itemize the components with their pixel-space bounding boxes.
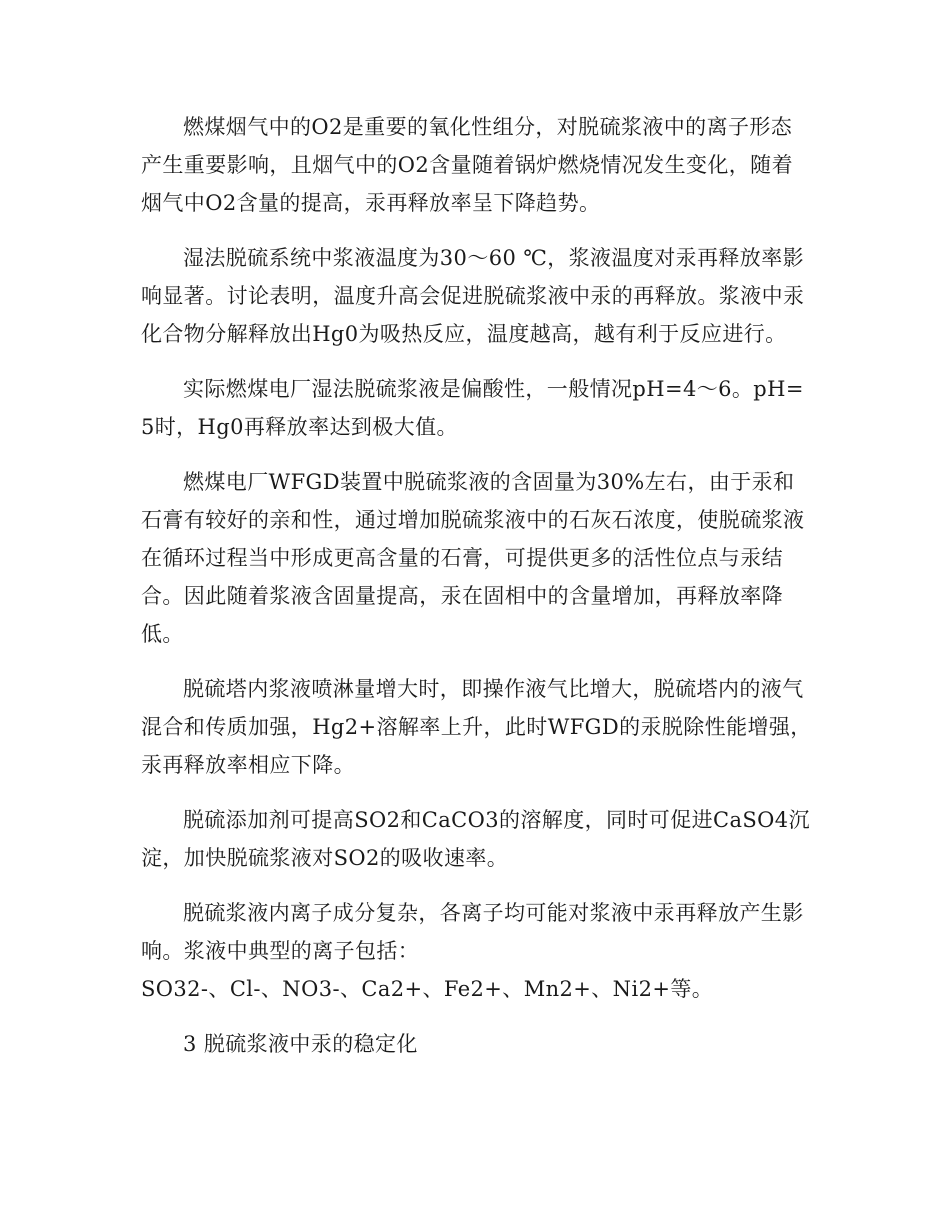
document-body [141,108,813,1063]
paragraph-additive: 脱硫添加剂可提高SO2和CaCO3的溶解度，同时可促进CaSO4沉淀，加快脱硫浆液对SO2的吸收速率。 [141,808,810,870]
paragraph-oxygen: 燃煤烟气中的O2是重要的氧化性组分，对脱硫浆液中的离子形态产生重要影响，且烟气中的O2含量随着锅炉燃烧情况发生变化，随着烟气中O2含量的提高，汞再释放率呈下降趋势。 [141,115,793,215]
paragraph-ions-text: 脱硫浆液内离子成分复杂，各离子均可能对浆液中汞再释放产生影响。浆液中典型的离子包括： [141,901,804,963]
paragraph-ph: 实际燃煤电厂湿法脱硫浆液是偏酸性，一般情况pH=4～6。pH=5时，Hg0再释放率达到极大值。 [141,377,804,439]
section-heading: 3 脱硫浆液中汞的稳定化 [183,1032,418,1056]
paragraph-ions [141,894,813,1008]
paragraph-solid-content: 燃煤电厂WFGD装置中脱硫浆液的含固量为30%左右，由于汞和石膏有较好的亲和性，通过增加脱硫浆液中的石灰石浓度，使脱硫浆液在循环过程当中形成更高含量的石膏，可提供更多的活性位点与汞结合。因此随着浆液含固量提高，汞在固相中的含量增加，再释放率降低。 [141,470,805,646]
ion-list: SO32-、Cl-、NO3-、Ca2+、Fe2+、Mn2+、Ni2+等。 [141,977,714,1001]
paragraph-spray-volume: 脱硫塔内浆液喷淋量增大时，即操作液气比增大，脱硫塔内的液气混合和传质加强，Hg2+溶解率上升，此时WFGD的汞脱除性能增强，汞再释放率相应下降。 [141,677,812,777]
paragraph-temperature: 湿法脱硫系统中浆液温度为30～60 ℃，浆液温度对汞再释放率影响显著。讨论表明，温度升高会促进脱硫浆液中汞的再释放。浆液中汞化合物分解释放出Hg0为吸热反应，温度越高，越有利于反应进行。 [141,246,805,346]
